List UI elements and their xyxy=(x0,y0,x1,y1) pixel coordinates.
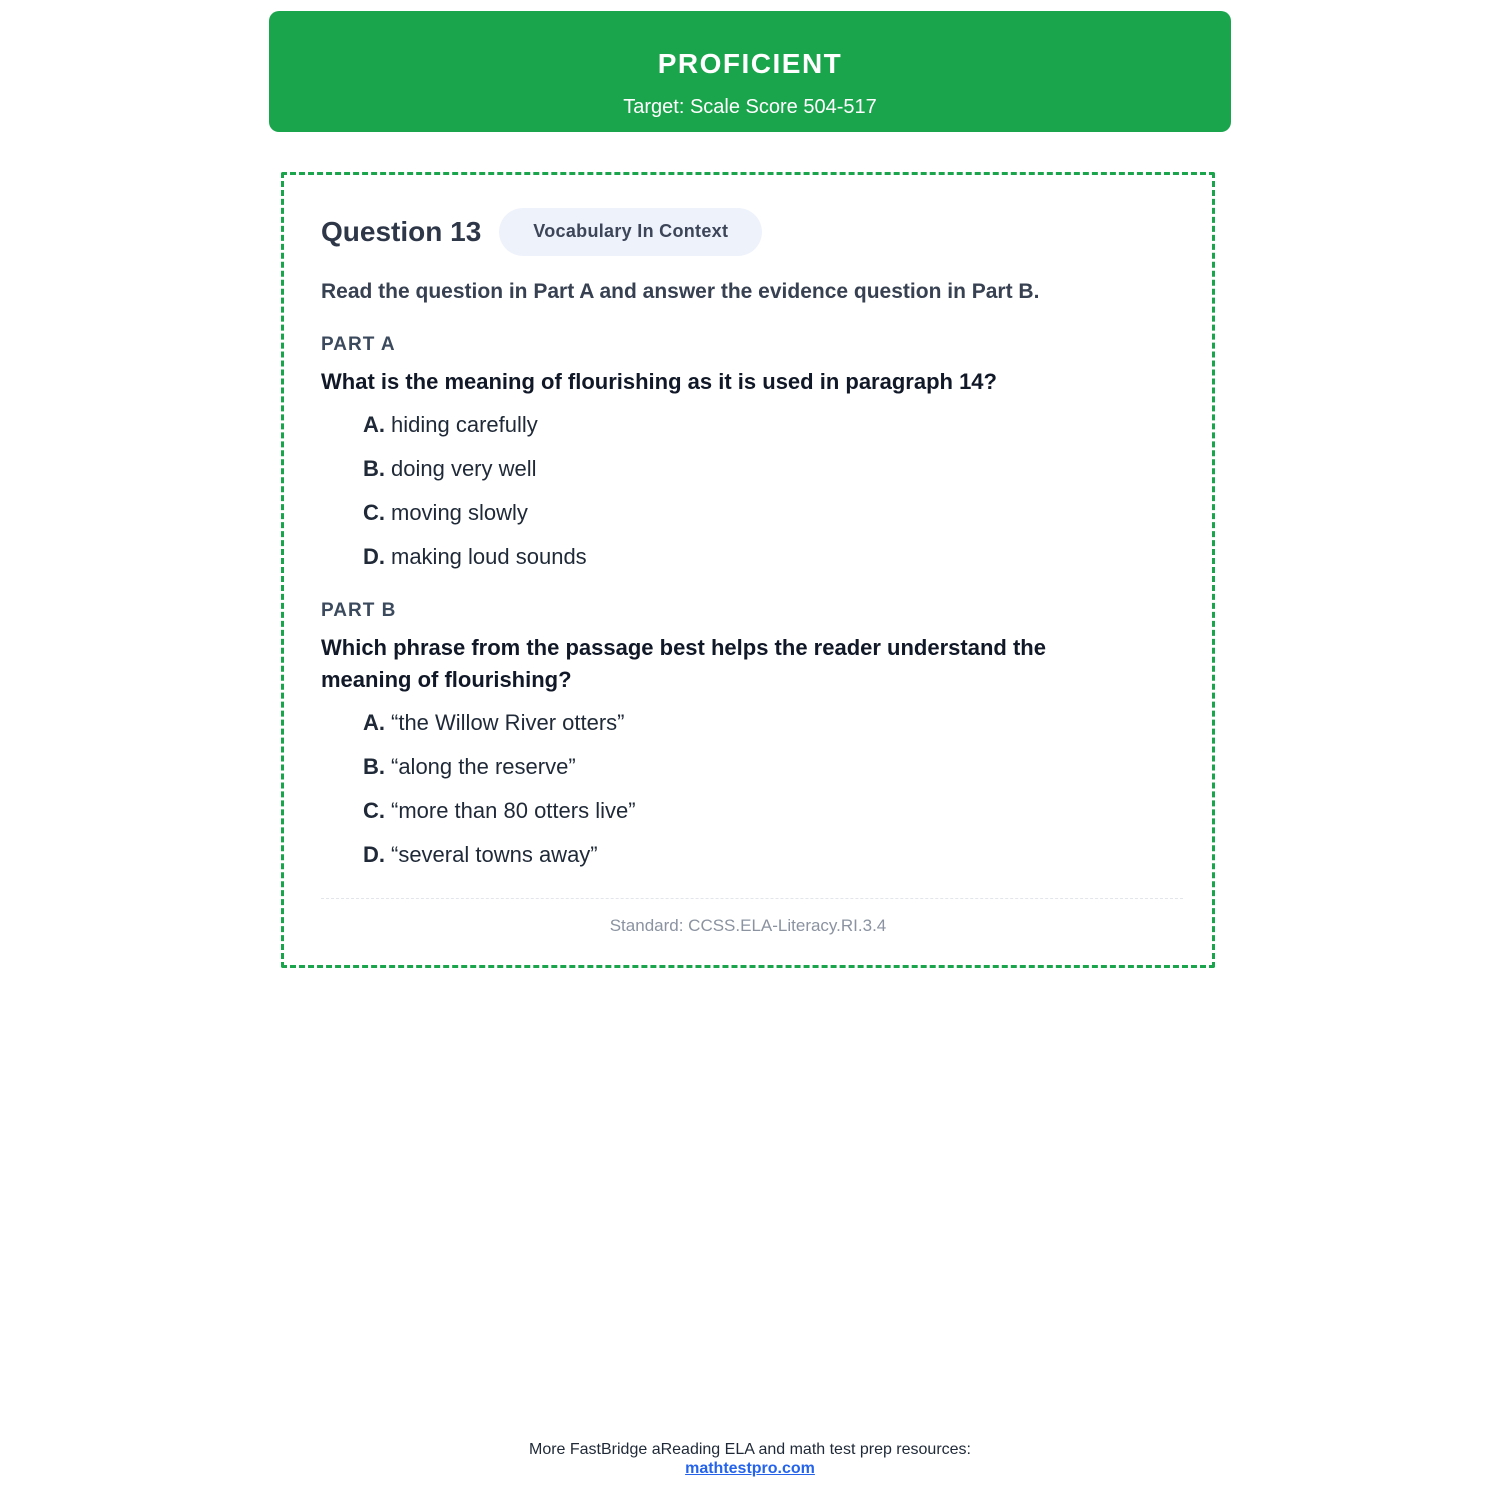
answer-option[interactable] xyxy=(363,840,636,884)
question-header xyxy=(321,208,762,256)
option-text: “more than 80 otters live” xyxy=(391,798,636,823)
answer-option[interactable] xyxy=(363,498,587,542)
part-b-options xyxy=(363,708,636,884)
option-letter: A. xyxy=(363,710,385,735)
option-text: moving slowly xyxy=(391,500,528,525)
answer-option[interactable] xyxy=(363,542,587,586)
option-text: doing very well xyxy=(391,456,537,481)
question-number: Question 13 xyxy=(321,216,482,247)
option-letter: D. xyxy=(363,842,385,867)
proficiency-banner xyxy=(269,11,1231,132)
standard-label: Standard: CCSS.ELA-Literacy.RI.3.4 xyxy=(609,916,887,935)
option-letter: B. xyxy=(363,456,385,481)
question-category-tag: Vocabulary In Context xyxy=(499,208,762,256)
option-letter: D. xyxy=(363,544,385,569)
option-letter: C. xyxy=(363,798,385,823)
card-divider xyxy=(321,898,1183,899)
footer-link[interactable]: mathtestpro.com xyxy=(685,1460,815,1477)
question-card xyxy=(281,172,1215,968)
banner-title: PROFICIENT xyxy=(657,48,843,79)
option-letter: A. xyxy=(363,412,385,437)
part-b-label: PART B xyxy=(321,600,397,621)
answer-option[interactable] xyxy=(363,796,636,840)
footer xyxy=(0,1440,1500,1478)
answer-option[interactable] xyxy=(363,752,636,796)
option-letter: B. xyxy=(363,754,385,779)
part-a-prompt: What is the meaning of flourishing as it is used in paragraph 14? xyxy=(321,369,997,394)
answer-option[interactable] xyxy=(363,708,636,752)
footer-text: More FastBridge aReading ELA and math test prep resources: xyxy=(528,1441,971,1458)
option-text: “the Willow River otters” xyxy=(391,710,625,735)
part-b-prompt: Which phrase from the passage best helps the reader understand the meaning of flourishing? xyxy=(321,635,1046,692)
option-letter: C. xyxy=(363,500,385,525)
part-a-options xyxy=(363,410,587,586)
part-a-label: PART A xyxy=(321,334,396,355)
option-text: hiding carefully xyxy=(391,412,538,437)
answer-option[interactable] xyxy=(363,454,587,498)
banner-subtitle: Target: Scale Score 504-517 xyxy=(623,96,877,118)
question-instructions: Read the question in Part A and answer the evidence question in Part B. xyxy=(321,280,1040,303)
answer-option[interactable] xyxy=(363,410,587,454)
option-text: “several towns away” xyxy=(391,842,598,867)
option-text: “along the reserve” xyxy=(391,754,576,779)
option-text: making loud sounds xyxy=(391,544,587,569)
